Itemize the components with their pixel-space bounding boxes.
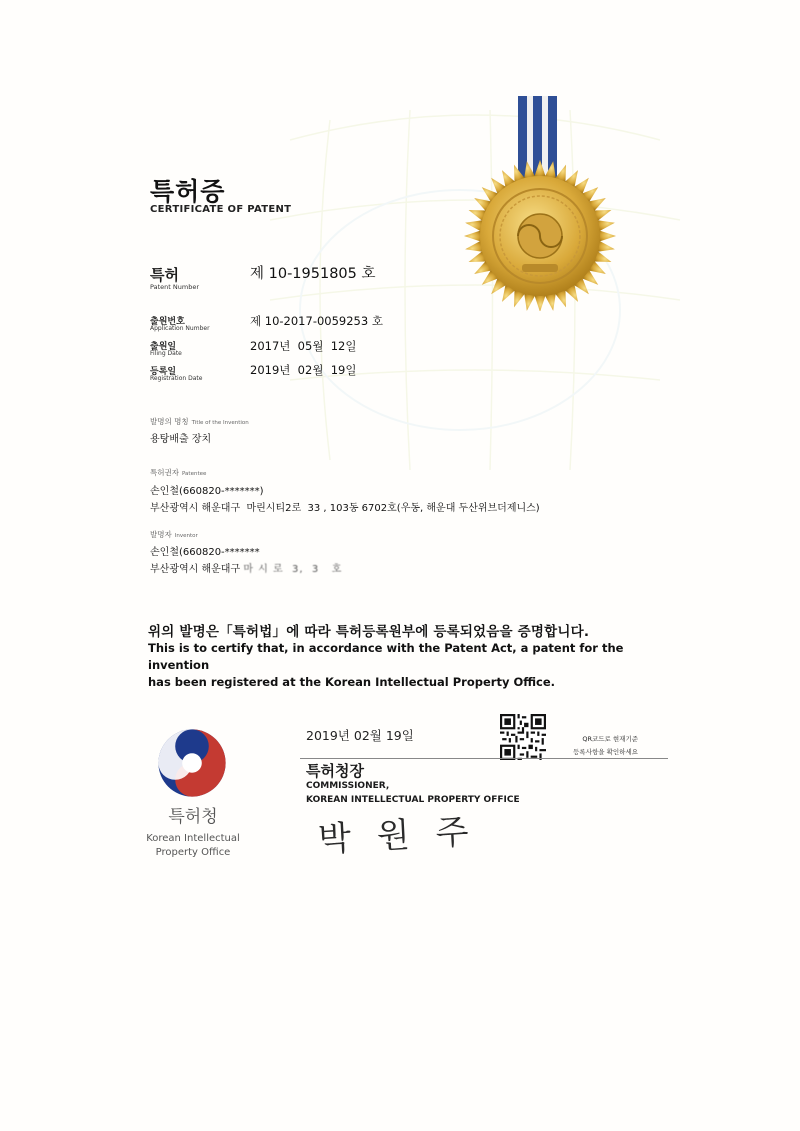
application-number: 제 10-2017-0059253 호	[250, 314, 383, 328]
invention-label	[150, 416, 249, 427]
patentee-name: 손인철(660820-*******)	[150, 486, 264, 497]
invention-title: 용탕배출 장치	[150, 434, 212, 445]
inventor-label-ko: 발명자	[150, 530, 172, 539]
inventor-name: 손인철(660820-*******	[150, 547, 260, 558]
invention-label-ko: 발명의 명칭	[150, 417, 189, 426]
inventor-label	[150, 529, 198, 540]
patentee-label-ko: 특허권자	[150, 468, 179, 477]
inventor-address	[150, 560, 342, 575]
patent-label: 특허	[150, 266, 179, 284]
registration-label: 등록일	[150, 367, 177, 377]
office-name-en-2: Property Office	[155, 847, 231, 858]
certificate-subtitle: CERTIFICATE OF PATENT	[150, 204, 292, 215]
inventor-address-masked: 마 시 로 3, 3 호	[243, 564, 343, 575]
inventor-address-visible: 부산광역시 해운대구	[150, 564, 241, 575]
certification-line-2: has been registered at the Korean Intellectual Property Office.	[148, 675, 556, 689]
patentee-address: 부산광역시 해운대구 마린시티2로 33 , 103동 6702호(우동, 해운대 두산위브더제니스)	[150, 503, 540, 514]
invention-label-en: Title of the Invention	[191, 420, 249, 426]
qr-note	[554, 733, 638, 759]
certification-statement-ko: 위의 발명은「특허법」에 따라 특허등록원부에 등록되었음을 증명합니다.	[148, 624, 590, 640]
filing-date: 2017년 05월 12일	[250, 339, 357, 353]
filing-label-en: Filing Date	[150, 350, 182, 357]
patent-number: 제 10-1951805 호	[250, 266, 376, 282]
certification-line-1: This is to certify that, in accordance with the Patent Act, a patent for the invention	[148, 641, 624, 672]
office-name-en-1: Korean Intellectual	[146, 833, 240, 844]
commissioner-title-en-2: KOREAN INTELLECTUAL PROPERTY OFFICE	[306, 795, 520, 805]
kipo-logo-icon	[157, 728, 227, 798]
issue-date: 2019년 02월 19일	[306, 728, 414, 743]
office-name-en	[133, 832, 253, 860]
qr-note-line-1: QR코드로 현재기준	[582, 735, 638, 743]
commissioner-signature: 박원주	[317, 810, 496, 860]
patentee-label	[150, 467, 206, 478]
inventor-label-en: Inventor	[174, 533, 198, 539]
patent-label-en: Patent Number	[150, 283, 200, 291]
application-label-en: Application Number	[150, 325, 210, 332]
divider	[300, 758, 668, 759]
certificate-title: 특허증	[150, 177, 226, 206]
qr-note-line-2: 등록사항을 확인하세요	[573, 748, 638, 756]
commissioner-title: 특허청장	[306, 762, 364, 780]
registration-date: 2019년 02월 19일	[250, 363, 357, 377]
office-name: 특허청	[168, 807, 218, 827]
certification-statement-en	[148, 640, 648, 691]
gold-seal-icon	[462, 96, 618, 311]
filing-label: 출원일	[150, 342, 177, 352]
registration-label-en: Registration Date	[150, 375, 203, 382]
commissioner-title-en-1: COMMISSIONER,	[306, 781, 390, 791]
qr-code-icon[interactable]	[500, 714, 546, 760]
application-label: 출원번호	[150, 317, 185, 327]
patentee-label-en: Patentee	[181, 471, 207, 477]
